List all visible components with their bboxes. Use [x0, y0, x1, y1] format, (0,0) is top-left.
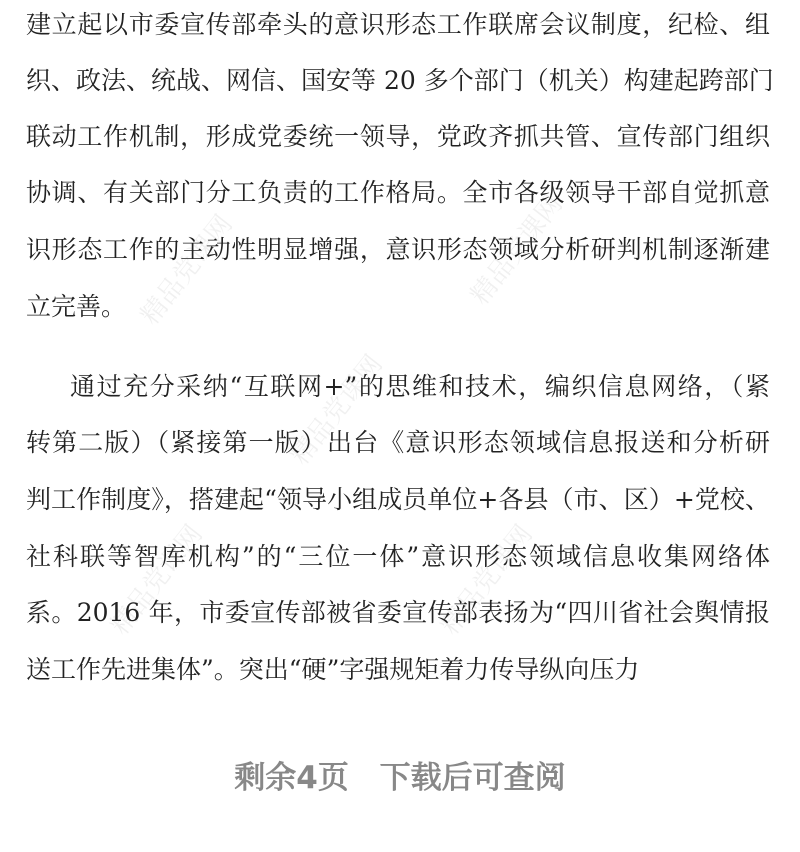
- text-line: 判工作制度》，搭建起“领导小组成员单位+各县（市、区）+党校、: [26, 485, 770, 514]
- text-line: 联动工作机制，形成党委统一领导，党政齐抓共管、宣传部门组织: [26, 122, 770, 151]
- text-line: 立完善。: [26, 292, 127, 321]
- text-line: 社科联等智库机构”的“三位一体”意识形态领域信息收集网络体: [26, 542, 770, 571]
- text-line: 通过充分采纳“互联网+”的思维和技术，编织信息网络，（紧: [70, 372, 770, 401]
- remaining-pages-notice[interactable]: 剩余4页 下载后可查阅: [234, 760, 566, 796]
- text-line: 送工作先进集体”。突出“硬”字强规矩着力传导纵向压力: [26, 655, 640, 684]
- text-line: 建立起以市委宣传部牵头的意识形态工作联席会议制度，纪检、组: [26, 10, 770, 39]
- text-line: 系。2016 年，市委宣传部被省委宣传部表扬为“四川省社会舆情报: [26, 598, 770, 627]
- text-line: 转第二版）（紧接第一版）出台《意识形态领域信息报送和分析研: [26, 428, 770, 457]
- text-line: 织、政法、统战、网信、国安等 20 多个部门（机关）构建起跨部门: [26, 66, 774, 95]
- text-line: 协调、有关部门分工负责的工作格局。全市各级领导干部自觉抓意: [26, 178, 770, 207]
- text-line: 识形态工作的主动性明显增强，意识形态领域分析研判机制逐渐建: [26, 235, 770, 264]
